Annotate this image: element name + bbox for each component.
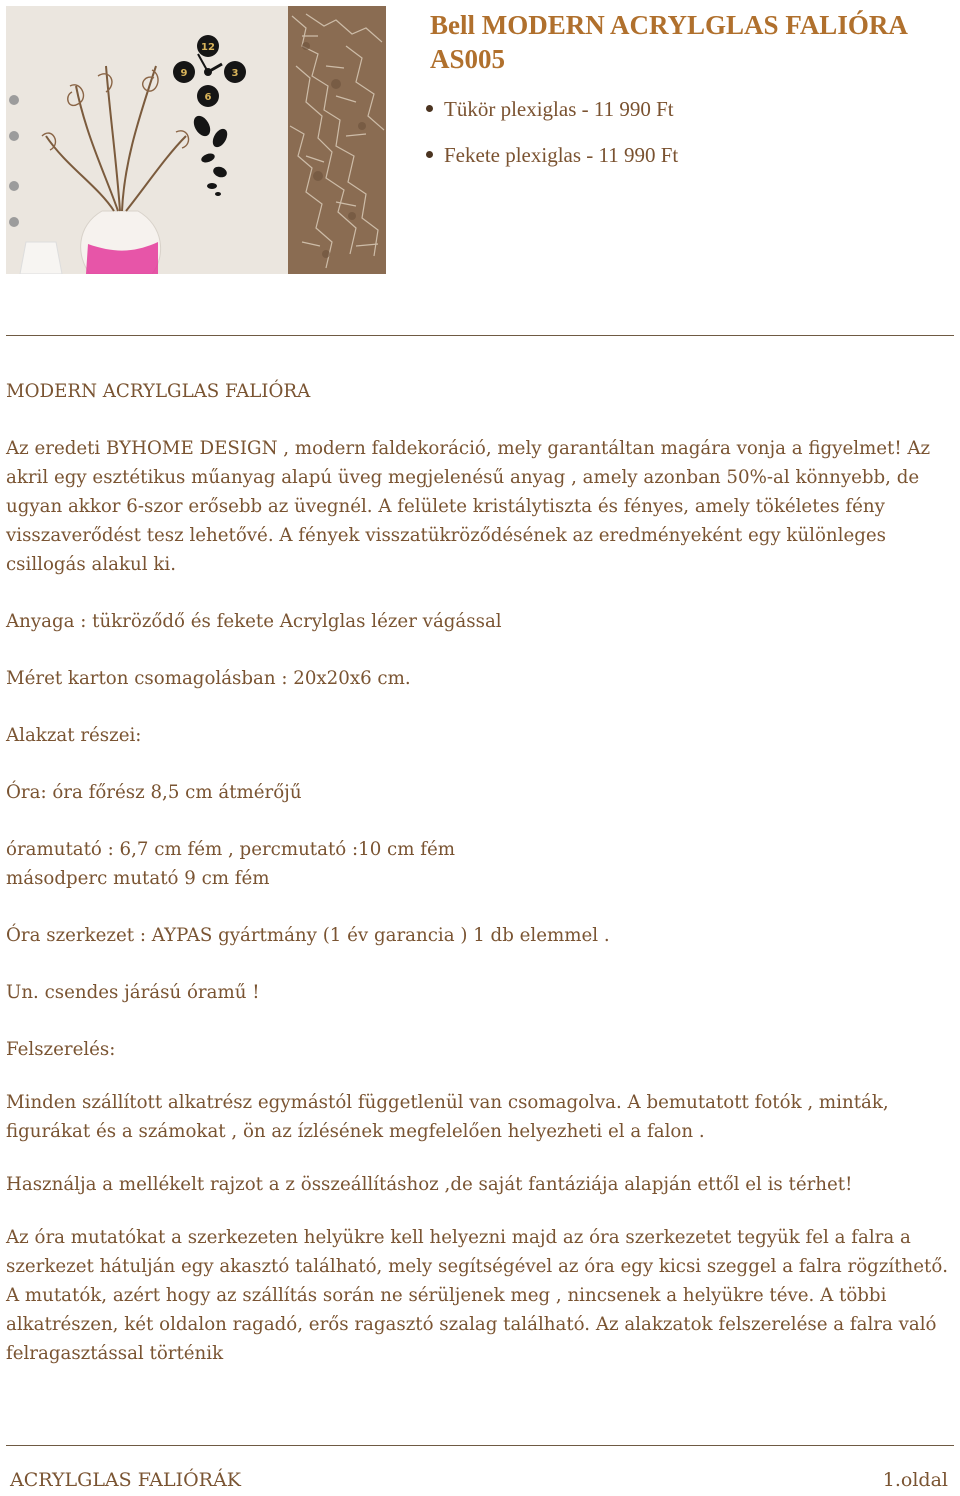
intro-text: Az eredeti BYHOME DESIGN , modern faldekoráció, mely garantáltan magára vonja a figyelmet! Az akril egy esztétikus műanyag alapú üveg megjelenésű anyag , amely azonban 50%-al könnyebb, de ugyan akkor 6-szor erősebb az üvegnél. A felülete kristálytiszta és fényes, amely tökéletes fény visszaverődést tesz lehetővé.: [6, 438, 931, 546]
description: [6, 377, 954, 1368]
variant-mirror: Tükör plexiglas - 11 990 Ft: [426, 92, 678, 138]
drawing-note: Használja a mellékelt rajzot a z összeállításhoz ,de saját fantáziája alapján ettől el is térhet!: [6, 1174, 853, 1195]
mounting-paragraph: Minden szállított alkatrész egymástól függetlenül van csomagolva. A bemutatott fotók , minták, figurákat és a számokat , ön az ízlésének megfelelően helyezheti el a falon .: [6, 1092, 889, 1142]
variant-black: Fekete plexiglas - 11 990 Ft: [426, 138, 678, 184]
product-title: Bell MODERN ACRYLGLAS FALIÓRA AS005: [430, 10, 907, 74]
top-divider: [6, 335, 954, 336]
size-line: Méret karton csomagolásban : 20x20x6 cm.: [6, 668, 411, 689]
clock-number-9: 9: [180, 68, 188, 79]
description-heading: MODERN ACRYLGLAS FALIÓRA: [6, 381, 311, 402]
assembly-paragraph: Az óra mutatókat a szerkezeten helyükre kell helyezni majd az óra szerkezetet tegyük fel a falra a szerkezet hátulján egy akasztó található, mely segítségével az óra egy kicsi szeggel a falra rögzíthető. A mutatók, azért hogy az szállítás során ne sérüljenek meg , nincsenek a helyükre téve. A többi alkatrészen, két oldalon ragadó, erős ragasztó szalag található. Az alakzatok felszerelése a falra való felragasztással történik: [6, 1227, 949, 1364]
clock-number-3: 3: [231, 68, 239, 79]
bottom-divider: [6, 1445, 954, 1446]
silent-line: Un. csendes járású óramű !: [6, 982, 260, 1003]
hands-line-1: óramutató : 6,7 cm fém , percmutató :10 cm fém: [6, 839, 455, 860]
footer-category: ACRYLGLAS FALIÓRÁK: [10, 1469, 241, 1491]
clock-number-6: 6: [204, 92, 212, 103]
clock-number-12: 12: [201, 42, 215, 53]
intro-paragraph: [6, 434, 954, 579]
intro-highlight: A fények visszatükröződésének az eredményeként egy különleges csillogás alakul ki.: [6, 525, 886, 575]
movement-line: Óra szerkezet : AYPAS gyártmány (1 év garancia ) 1 db elemmel .: [6, 925, 610, 946]
hands-line-2: másodperc mutató 9 cm fém: [6, 868, 270, 889]
material-line: Anyaga : tükröződő és fekete Acrylglas lézer vágással: [6, 611, 502, 632]
variant-list: [426, 92, 678, 184]
clock-part-line: Óra: óra főrész 8,5 cm átmérőjű: [6, 782, 302, 803]
mounting-heading: Felszerelés:: [6, 1039, 116, 1060]
footer-page-number: 1.oldal: [882, 1469, 948, 1491]
parts-heading: Alakzat részei:: [6, 725, 142, 746]
product-image: [6, 6, 386, 274]
